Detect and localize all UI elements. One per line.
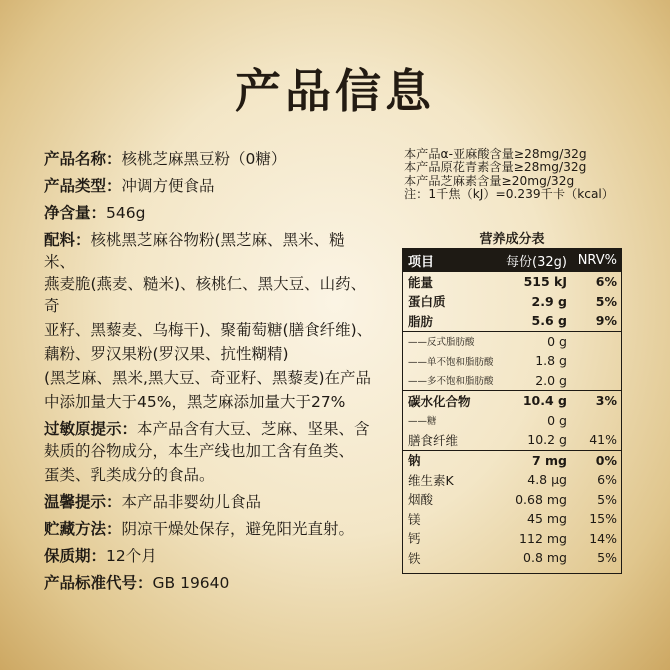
nutrient-amount: 45 mg (527, 511, 567, 527)
table-row (403, 332, 621, 352)
nutrient-amount: 2.0 g (535, 372, 567, 388)
product-type-value: 冲调方便食品 (121, 177, 215, 195)
allergen-line: 蛋类、乳类成分的食品。 (44, 466, 215, 484)
nutrient-name: 能量 (408, 274, 434, 290)
nutrient-amount: 0.68 mg (515, 491, 567, 507)
allergen-line: 麸质的谷物成分，本生产线也加工含有鱼类、 (44, 442, 355, 460)
ingredients-line: 藕粉、罗汉果粉(罗汉果、抗性糊精) (44, 345, 289, 363)
product-type-row (44, 175, 374, 197)
nutrient-nrv: 9% (595, 313, 617, 329)
nutrient-name: 维生素K (408, 472, 454, 488)
tip-row (44, 491, 374, 513)
nutrient-name: 镁 (408, 511, 421, 527)
product-name-row (44, 148, 374, 170)
product-type-label: 产品类型： (44, 177, 122, 195)
nutrition-table-body (403, 272, 621, 568)
nutrient-name: 碳水化合物 (408, 393, 471, 409)
net-content-label: 净含量： (44, 204, 107, 222)
nutrient-amount: 5.6 g (531, 313, 567, 329)
table-row (403, 529, 621, 549)
nutrient-amount: 0.8 mg (523, 550, 567, 566)
ingredients-row (44, 229, 374, 413)
header-nrv: NRV% (577, 253, 617, 268)
nutrient-nrv: 5% (597, 550, 617, 566)
shelf-life-label: 保质期： (44, 547, 107, 565)
nutrient-name: 蛋白质 (408, 294, 446, 310)
table-row (403, 292, 621, 312)
table-row (403, 451, 621, 471)
storage-row (44, 518, 374, 540)
nutrient-name: 钙 (408, 531, 421, 547)
nutrient-name: 脂肪 (408, 313, 434, 329)
nutrient-amount: 10.4 g (522, 393, 567, 409)
tip-label: 温馨提示： (44, 493, 122, 511)
nutrient-name: ——单不饱和脂肪酸 (408, 356, 494, 368)
standard-code-value: GB 19640 (152, 574, 230, 592)
nutrient-name: 钠 (408, 453, 421, 469)
page-title: 产品信息 (235, 64, 435, 118)
note-line: 本产品芝麻素含量≥20mg/32g (404, 173, 575, 188)
standard-code-row (44, 572, 374, 594)
nutrition-table-title: 营养成分表 (479, 232, 545, 247)
tip-value: 本产品非婴幼儿食品 (121, 493, 262, 511)
table-row (403, 371, 621, 392)
nutrient-amount: 1.8 g (535, 353, 567, 369)
nutrient-nrv: 0% (595, 452, 617, 468)
ingredients-line: 亚籽、黑藜麦、乌梅干)、聚葡萄糖(膳食纤维)、 (44, 321, 373, 339)
nutrient-amount: 2.9 g (531, 293, 567, 309)
nutrition-table-header (403, 249, 621, 272)
nutrient-nrv: 5% (595, 293, 617, 309)
allergen-line: 本产品含有大豆、芝麻、坚果、含 (137, 420, 370, 438)
storage-label: 贮藏方法： (44, 520, 122, 538)
table-row (403, 311, 621, 332)
nutrient-nrv: 41% (589, 432, 617, 448)
product-name-label: 产品名称： (44, 150, 122, 168)
table-row (403, 411, 621, 431)
nutrient-nrv: 15% (589, 511, 617, 527)
nutrient-nrv: 6% (597, 472, 617, 488)
table-row (403, 272, 621, 292)
ingredients-line: (黑芝麻、黑米,黑大豆、奇亚籽、黑藜麦)在产品 (44, 369, 372, 387)
nutrient-amount: 0 g (547, 333, 567, 349)
header-per-serving: 每份(32g) (506, 255, 567, 270)
ingredients-line: 燕麦脆(燕麦、糙米)、核桃仁、黑大豆、山药、奇 (44, 275, 367, 315)
header-item: 项目 (408, 255, 435, 270)
nutrient-name: 烟酸 (408, 492, 434, 508)
content-notes (404, 148, 614, 202)
product-name-value: 核桃芝麻黑豆粉（0糖） (121, 150, 287, 168)
allergen-label: 过敏原提示： (44, 420, 138, 438)
shelf-life-value: 12个月 (106, 547, 157, 565)
nutrient-amount: 0 g (547, 412, 567, 428)
standard-code-label: 产品标准代号： (44, 574, 153, 592)
nutrient-amount: 7 mg (531, 452, 567, 468)
nutrient-amount: 10.2 g (527, 432, 567, 448)
ingredients-line: 核桃黑芝麻谷物粉(黑芝麻、黑米、糙米、 (44, 231, 345, 271)
shelf-life-row (44, 545, 374, 567)
ingredients-label: 配料： (44, 231, 91, 249)
nutrient-name: ——多不饱和脂肪酸 (408, 376, 494, 388)
allergen-row (44, 418, 374, 486)
table-row (403, 351, 621, 371)
product-info (44, 148, 374, 599)
note-line: 注：1千焦（kJ）=0.239千卡（kcal） (404, 187, 614, 202)
table-row (403, 470, 621, 490)
nutrient-amount: 4.8 μg (527, 472, 567, 488)
nutrient-name: ——反式脂肪酸 (408, 337, 475, 349)
table-row (403, 430, 621, 451)
nutrient-nrv: 5% (597, 491, 617, 507)
nutrient-name: ——糖 (408, 416, 437, 428)
table-row (403, 490, 621, 510)
nutrient-nrv: 14% (589, 530, 617, 546)
note-line: 本产品原花青素含量≥28mg/32g (404, 160, 587, 175)
nutrient-name: 铁 (408, 550, 421, 566)
net-content-row (44, 202, 374, 224)
table-row (403, 391, 621, 411)
nutrient-nrv: 6% (595, 274, 617, 290)
nutrition-table (402, 248, 622, 574)
nutrient-amount: 112 mg (519, 530, 567, 546)
nutrient-name: 膳食纤维 (408, 432, 459, 448)
note-line: 本产品α-亚麻酸含量≥28mg/32g (404, 147, 587, 161)
ingredients-line: 中添加量大于45%，黑芝麻添加量大于27% (44, 393, 346, 411)
table-row (403, 548, 621, 568)
nutrient-nrv: 3% (595, 393, 617, 409)
nutrient-amount: 515 kJ (523, 274, 567, 290)
table-row (403, 509, 621, 529)
net-content-value: 546g (106, 204, 146, 222)
storage-value: 阴凉干燥处保存，避免阳光直射。 (121, 520, 355, 538)
